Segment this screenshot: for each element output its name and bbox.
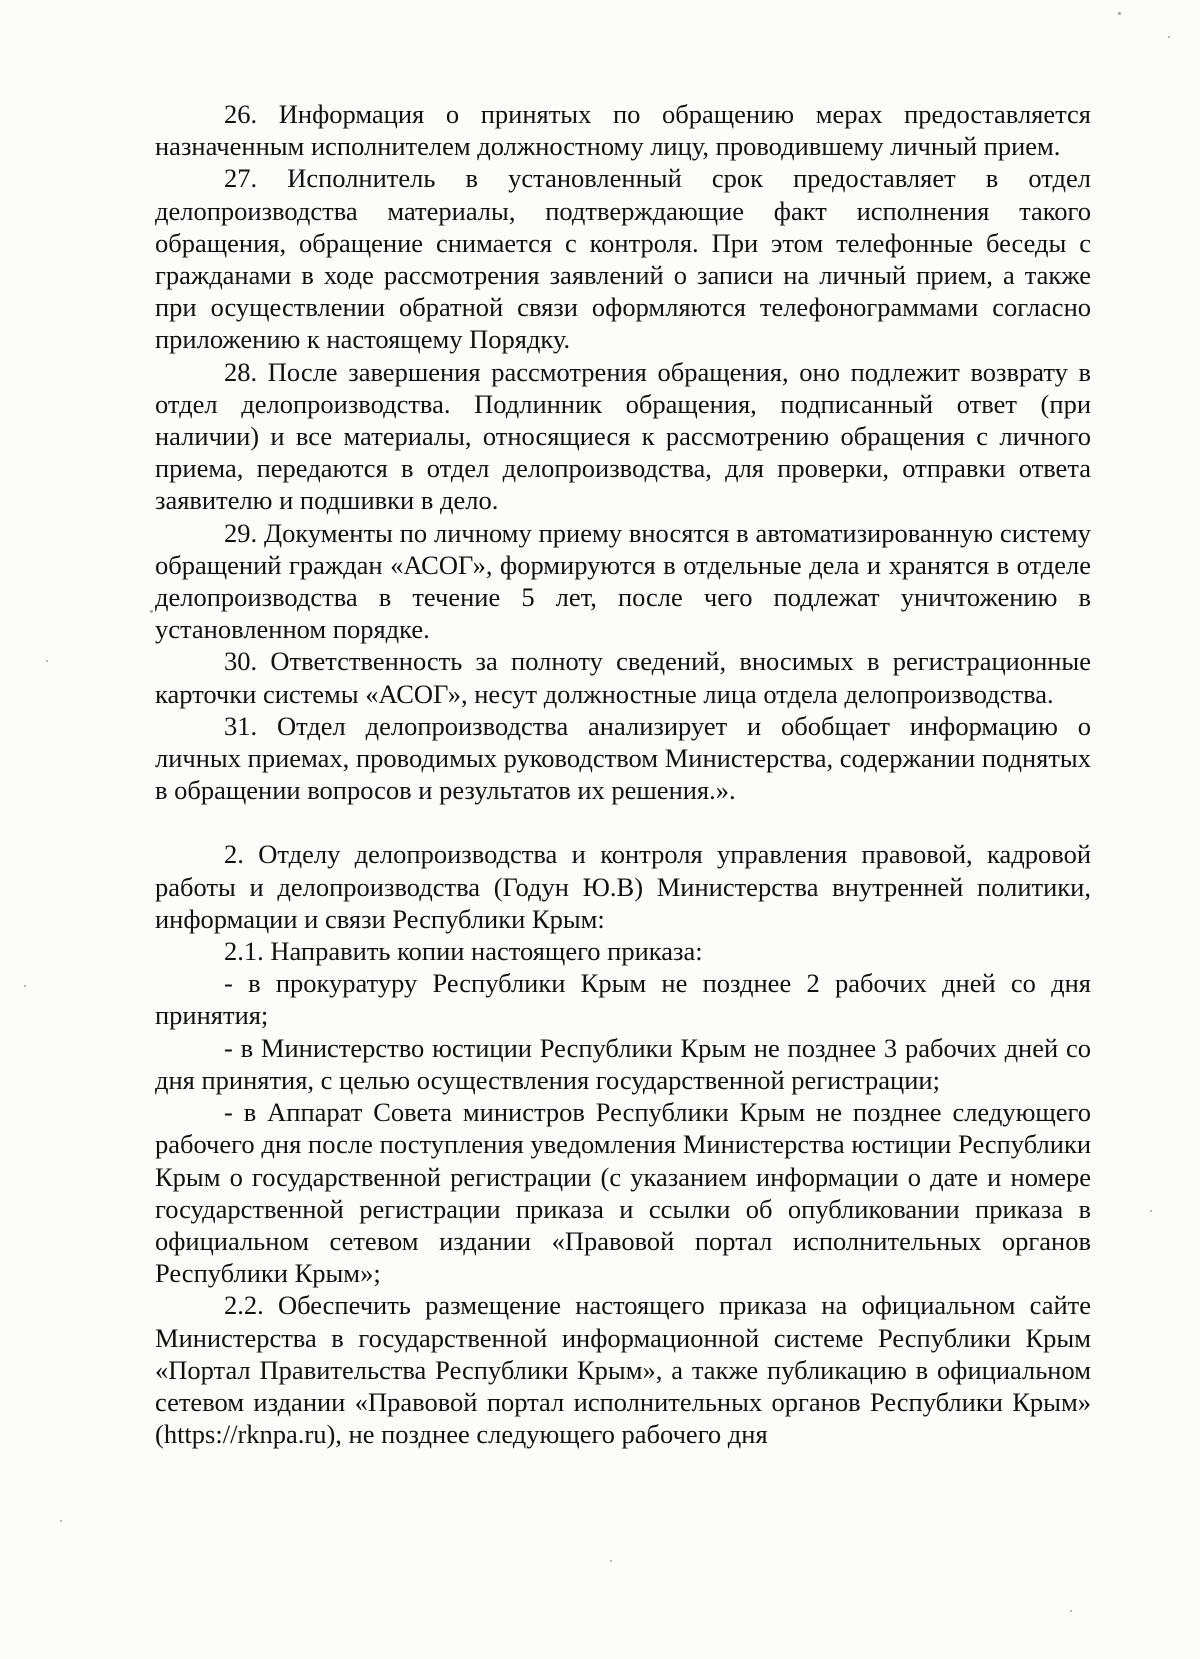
scan-speck [1168,36,1170,38]
paragraph-prosecutor: - в прокуратуру Республики Крым не позднее 2 рабочих дней со дня принятия; [155,968,1091,1031]
document-body [155,98,1091,1450]
paragraph-item-2-2: 2.2. Обеспечить размещение настоящего приказа на официальном сайте Министерства в государственной информационной системе Республики Крым «Портал Правительства Республики Крым», а также публикацию в официальном сетевом издании «Правовой портал исполнительных органов Республики Крым» (https://rknpa.ru), не позднее следующего рабочего дня [155,1290,1091,1450]
paragraph-item-2-1: 2.1. Направить копии настоящего приказа: [224,936,703,967]
scan-speck [46,660,48,662]
paragraph-26: 26. Информация о принятых по обращению мерах предоставляется назначенным исполнителем должностному лицу, проводившему личный прием. [155,99,1091,162]
paragraph-council-ministers: - в Аппарат Совета министров Республики Крым не позднее следующего рабочего дня после поступления уведомления Министерства юстиции Республики Крым о государственной регистрации (с указанием информации о дате и номере государственной регистрации приказа и ссылки об опубликовании приказа в официальном сетевом издании «Правовой портал исполнительных органов Республики Крым»; [155,1097,1091,1289]
scan-speck [24,985,26,987]
paragraph-27: 27. Исполнитель в установленный срок предоставляет в отдел делопроизводства материалы, подтверждающие факт исполнения такого обращения, обращение снимается с контроля. При этом телефонные беседы с гражданами в ходе рассмотрения заявлений о записи на личный прием, а также при осуществлении обратной связи оформляются телефонограммами согласно приложению к настоящему Порядку. [155,163,1091,355]
paragraph-item-2: 2. Отделу делопроизводства и контроля управления правовой, кадровой работы и делопроизводства (Годун Ю.В) Министерства внутренней политики, информации и связи Республики Крым: [155,839,1091,934]
paragraph-28: 28. После завершения рассмотрения обращения, оно подлежит возврату в отдел делопроизводства. Подлинник обращения, подписанный ответ (при наличии) и все материалы, относящиеся к рассмотрению обращения с личного приема, передаются в отдел делопроизводства, для проверки, отправки ответа заявителю и подшивки в дело. [155,356,1091,516]
scan-speck [1150,1210,1152,1212]
scan-speck [610,1560,612,1562]
paragraph-31: 31. Отдел делопроизводства анализирует и обобщает информацию о личных приемах, проводимых руководством Министерства, содержании поднятых в обращении вопросов и результатов их решения.». [155,710,1091,806]
paragraph-29: 29. Документы по личному приему вносятся в автоматизированную систему обращений граждан «АСОГ», формируются в отдельные дела и хранятся в отделе делопроизводства в течение 5 лет, после чего подлежат уничтожению в установленном порядке. [155,517,1091,645]
scan-speck [1118,12,1121,15]
paragraph-gap [155,806,1091,838]
scan-speck [60,1520,62,1522]
scan-speck [1070,1610,1072,1612]
paragraph-30: 30. Ответственность за полноту сведений, вносимых в регистрационные карточки системы «АСОГ», несут должностные лица отдела делопроизводства. [155,646,1091,709]
scan-speck [150,610,153,613]
paragraph-ministry-justice: - в Министерство юстиции Республики Крым не позднее 3 рабочих дней со дня принятия, с целью осуществления государственной регистрации; [155,1032,1091,1095]
